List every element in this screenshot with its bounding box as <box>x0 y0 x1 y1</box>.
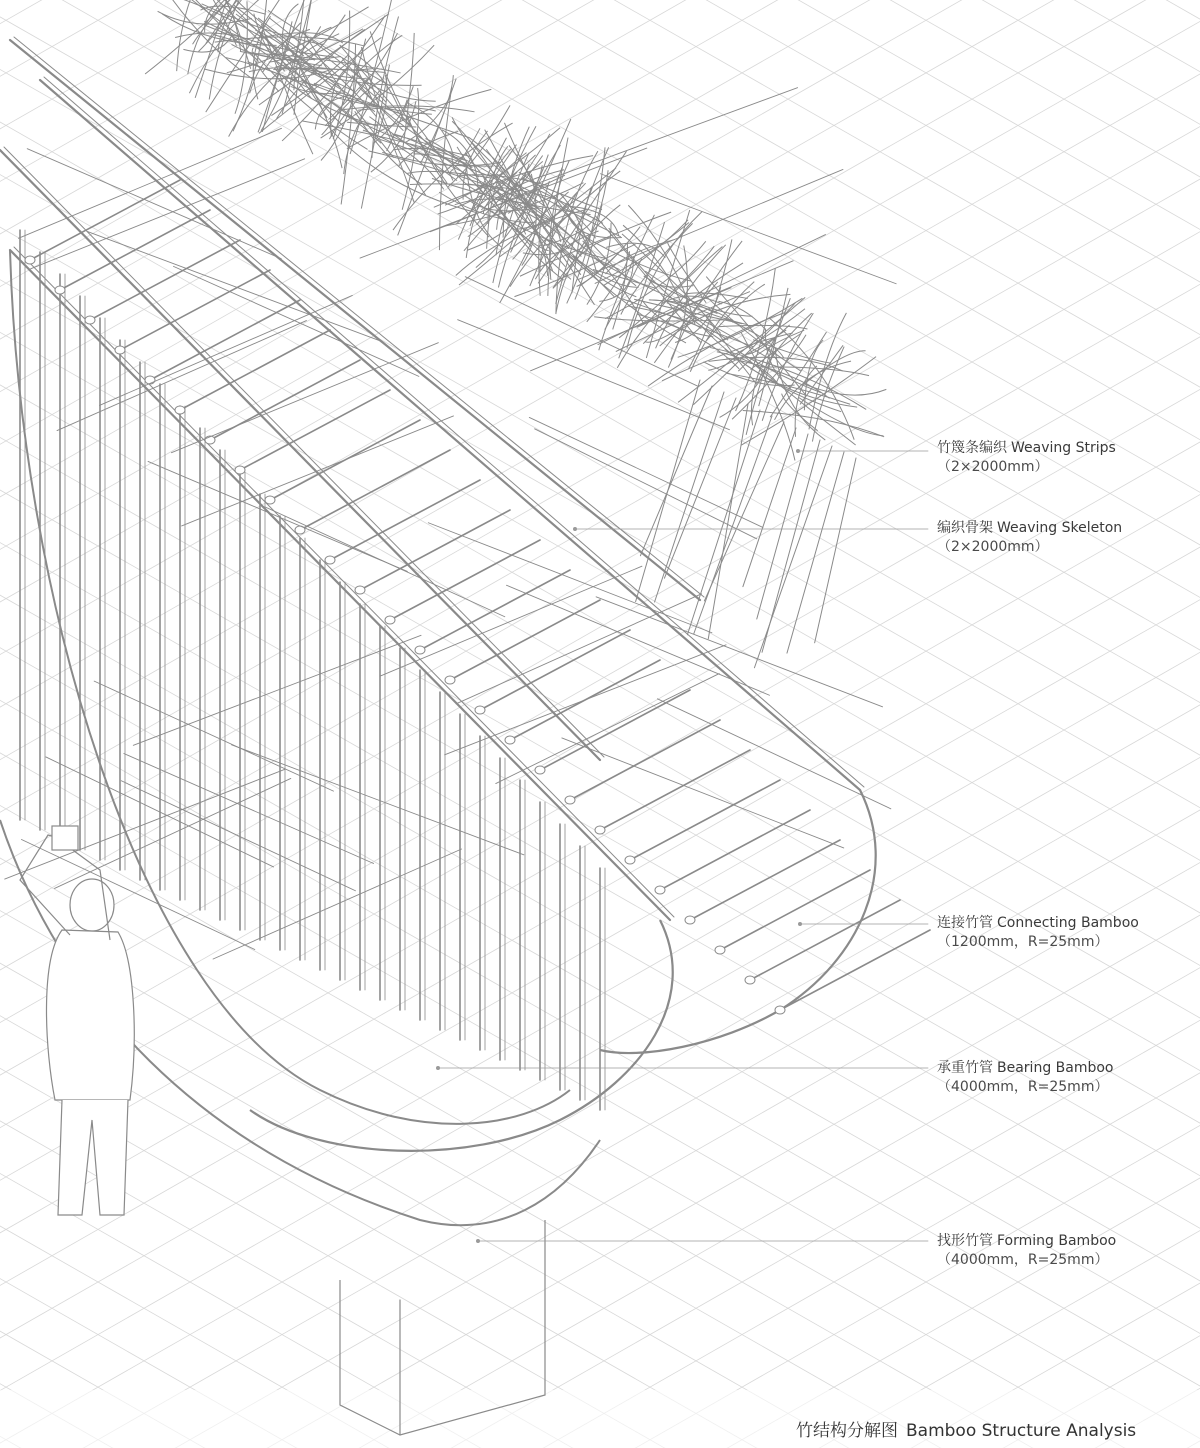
grid-line <box>260 0 1200 1448</box>
caption-en: Bamboo Structure Analysis <box>906 1421 1137 1441</box>
skeleton-strip <box>600 174 896 284</box>
bamboo-joint <box>355 586 365 594</box>
callout-spec: （2×2000mm） <box>937 459 1049 475</box>
skeleton-strip <box>531 261 794 371</box>
leader-dot <box>436 1066 440 1070</box>
bamboo-joint <box>595 826 605 834</box>
weaving-strip <box>622 234 721 334</box>
connecting-bamboo <box>780 930 930 1010</box>
callout-en: Connecting Bamboo <box>997 915 1139 931</box>
bamboo-joint <box>565 796 575 804</box>
skeleton-strip <box>99 295 352 405</box>
connecting-bamboo <box>30 180 180 260</box>
grid-line <box>816 0 1200 1448</box>
grid-line <box>80 0 1200 1448</box>
skeleton-strip <box>506 585 769 695</box>
bamboo-joint <box>325 556 335 564</box>
skeleton-strip <box>598 235 826 345</box>
connecting-bamboo <box>570 720 720 800</box>
caption-zh: 竹结构分解图 <box>796 1421 898 1441</box>
skeleton-strip <box>27 149 281 259</box>
connecting-bamboo <box>300 450 450 530</box>
callout-zh: 编织骨架 <box>937 520 993 536</box>
bamboo-joint <box>625 856 635 864</box>
connecting-bamboo <box>390 540 540 620</box>
connecting-bamboo <box>750 900 900 980</box>
callout-zh: 竹篾条编织 <box>937 440 1007 456</box>
bamboo-joint <box>445 676 455 684</box>
bamboo-joint <box>745 976 755 984</box>
callout-weaving-strips <box>937 439 1116 477</box>
skeleton-strip <box>499 88 798 198</box>
person-torso <box>46 930 134 1100</box>
camera-icon <box>52 826 78 850</box>
leader-lines <box>436 449 928 1243</box>
skeleton-strip <box>173 266 418 376</box>
loose-strand <box>708 404 748 639</box>
grid-line <box>352 0 1200 1448</box>
skeleton-strip <box>380 566 642 676</box>
grid-line <box>1088 0 1200 1448</box>
skeleton-strip <box>148 461 407 571</box>
longitudinal-rail <box>10 40 700 600</box>
skeleton-strip <box>31 159 305 269</box>
figure-caption <box>796 1416 1136 1441</box>
bamboo-joint <box>175 406 185 414</box>
callout-connecting-bamboo <box>937 914 1139 952</box>
skeleton-strip <box>578 169 843 279</box>
skeleton-strip <box>133 635 421 745</box>
bamboo-joint <box>655 886 665 894</box>
grid-line <box>0 0 208 1448</box>
bamboo-joint <box>265 496 275 504</box>
bamboo-joint <box>535 766 545 774</box>
callout-en: Forming Bamboo <box>997 1233 1117 1249</box>
skeleton-strip <box>596 597 882 707</box>
bamboo-joint <box>55 286 65 294</box>
person-legs <box>58 1100 128 1215</box>
bamboo-joint <box>235 466 245 474</box>
longitudinal-rail-edge <box>14 37 704 597</box>
callout-spec: （4000mm，R=25mm） <box>937 1079 1109 1095</box>
skeleton-strip <box>529 417 763 527</box>
grid-line <box>904 0 1200 1448</box>
bamboo-frame <box>0 37 930 1435</box>
connecting-bamboo <box>720 870 870 950</box>
grid-line <box>996 0 1200 1448</box>
bamboo-joint <box>115 346 125 354</box>
bamboo-joint <box>775 1006 785 1014</box>
leader-dot <box>476 1239 480 1243</box>
callout-spec: （1200mm，R=25mm） <box>937 934 1109 950</box>
weaving-strips-bundle <box>145 0 886 668</box>
grid-line <box>444 0 1200 1448</box>
grid-line <box>1184 0 1200 1448</box>
bamboo-joint <box>145 376 155 384</box>
bamboo-joint <box>85 316 95 324</box>
grid-line <box>536 0 1200 1448</box>
connecting-bamboo <box>180 330 330 410</box>
loose-strand <box>787 452 844 653</box>
bamboo-joint <box>475 706 485 714</box>
callout-spec: （4000mm，R=25mm） <box>937 1252 1109 1268</box>
callout-zh: 连接竹管 <box>937 915 993 931</box>
loose-strand <box>640 386 712 556</box>
leader-dot <box>796 449 800 453</box>
grid-line <box>1180 0 1200 1448</box>
bamboo-joint <box>505 736 515 744</box>
bamboo-joint <box>25 256 35 264</box>
callout-en: Weaving Strips <box>1011 440 1116 456</box>
grid-line <box>168 0 1200 1448</box>
longitudinal-rail-edge <box>14 247 674 917</box>
skeleton-strip <box>124 753 374 863</box>
callout-zh: 承重竹管 <box>937 1060 993 1076</box>
weaving-strip <box>183 34 232 52</box>
loose-strand <box>664 398 736 578</box>
callout-en: Weaving Skeleton <box>997 520 1123 536</box>
connecting-bamboo <box>360 510 510 590</box>
skeleton-strip <box>535 429 757 539</box>
connecting-bamboo <box>630 780 780 860</box>
forming-bamboo-hoop <box>250 920 673 1151</box>
weaving-strip <box>769 318 854 440</box>
longitudinal-rail-edge <box>4 147 604 757</box>
callout-weaving-skeleton <box>937 519 1122 557</box>
connecting-bamboo <box>690 840 840 920</box>
connecting-bamboo <box>540 690 690 770</box>
bamboo-joint <box>685 916 695 924</box>
bamboo-joint <box>415 646 425 654</box>
connecting-bamboo <box>480 630 630 710</box>
leader-dot <box>573 527 577 531</box>
callout-forming-bamboo <box>937 1232 1116 1270</box>
connecting-bamboo <box>660 810 810 890</box>
weaving-strip <box>770 332 826 417</box>
callout-en: Bearing Bamboo <box>997 1060 1114 1076</box>
forming-bamboo-hoop <box>600 790 876 1053</box>
leader-dot <box>798 922 802 926</box>
callout-spec: （2×2000mm） <box>937 539 1049 555</box>
bamboo-joint <box>715 946 725 954</box>
grid-line <box>0 0 116 1448</box>
skeleton-strip <box>496 674 719 784</box>
weaving-strip <box>158 11 252 24</box>
callout-zh: 找形竹管 <box>937 1233 993 1249</box>
callout-bearing-bamboo <box>937 1059 1114 1097</box>
grid-line <box>1000 0 1200 1448</box>
bamboo-joint <box>385 616 395 624</box>
